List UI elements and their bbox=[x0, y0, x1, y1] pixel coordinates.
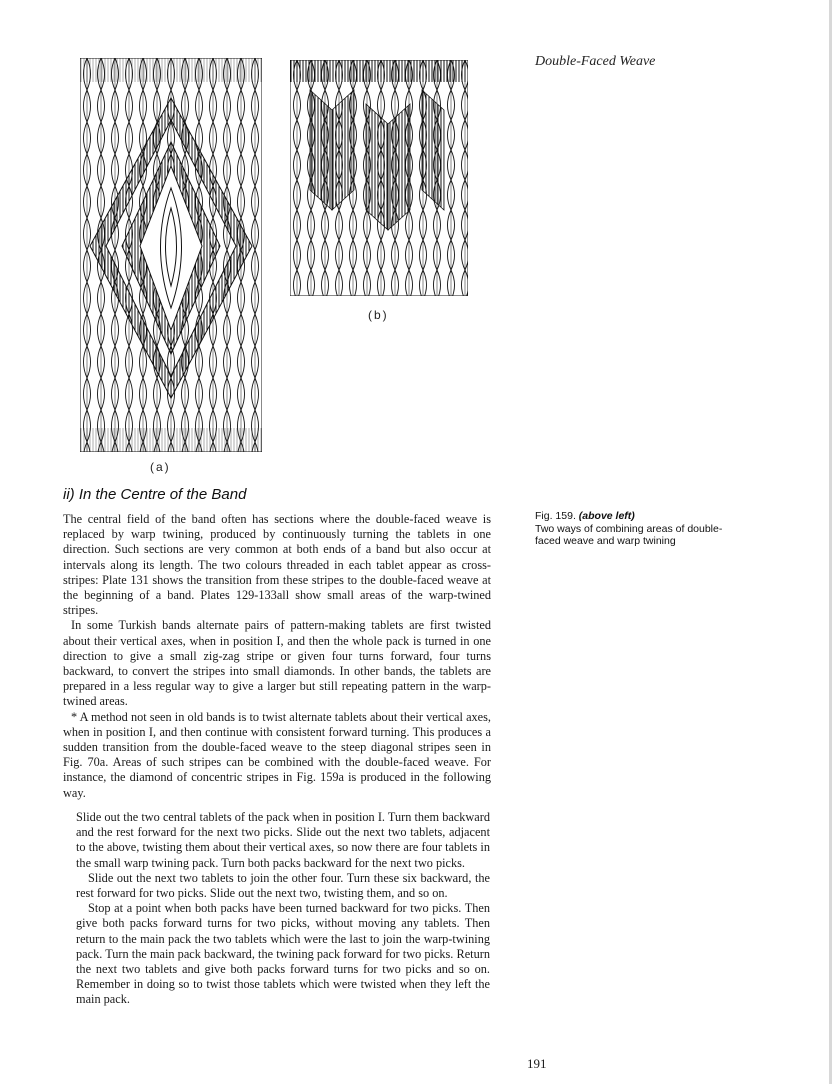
paragraph: * A method not seen in old bands is to twist alternate tablets about their vertical axes, when in position I, and then continue with consistent forward turning. This produces a sudden transition from the double-faced weave to the steep diagonal stripes seen in Fig. 70a. Areas of such stripes can be combined with the double-faced weave. For instance, the diamond of concentric stripes in Fig. 159a is produced in the following way. bbox=[63, 709, 491, 800]
figure-a-illustration bbox=[80, 58, 262, 452]
instruction-paragraph: Slide out the next two tablets to join the other four. Turn these six backward, the rest forward for two picks. Slide out the next two, twisting them, and so on. bbox=[76, 870, 490, 901]
figure-a-label: (a) bbox=[150, 460, 171, 474]
paragraph: The central field of the band often has sections where the double-faced weave is replaced by warp twining, produced by continuously turning the tablets in one direction. Such sections are very common at both ends of a band but also occur at intervals along its length. The two colours threaded in each tablet appear as cross-stripes: Plate 131 shows the transition from these stripes to the double-faced weave at the beginning of a band. Plates 129-133all show small areas of the warp-twined stripes. bbox=[63, 512, 491, 618]
paragraph: In some Turkish bands alternate pairs of pattern-making tablets are first twisted about their vertical axes, when in position I, and then the whole pack is turned in one direction to give a small zig-zag stripe or given four turns forward, four turns backward, to convert the stripes into small diamonds. In other bands, the tablets are prepared in a less regular way to give a larger but still repeating pattern in the warp-twined areas. bbox=[63, 618, 491, 709]
figure-b-illustration bbox=[290, 60, 468, 296]
caption-reference: (above left) bbox=[578, 510, 635, 522]
caption-number: Fig. 159. bbox=[535, 510, 576, 522]
instruction-paragraph: Stop at a point when both packs have been turned backward for two picks. Then give both packs forward turns for two picks, without moving any tablets. Then return to the main pack the two tablets which were the last to join the warp-twining pack. Turn the main pack backward, the twining pack forward for two picks. Return the next two tablets and give both packs forward turns for two picks and so on. Remember in doing so to twist those tablets which were twisted when they left the main pack. bbox=[76, 901, 490, 1007]
page-number: 191 bbox=[527, 1056, 547, 1071]
figure-caption bbox=[535, 510, 725, 548]
section-heading: ii) In the Centre of the Band bbox=[63, 486, 247, 503]
body-text bbox=[63, 512, 491, 801]
figure-b-label: (b) bbox=[368, 308, 389, 322]
running-head: Double-Faced Weave bbox=[535, 54, 656, 69]
instruction-paragraph: Slide out the two central tablets of the pack when in position I. Turn them backward and the rest forward for the next two picks. Slide out the next two tablets, adjacent to the above, twisting them about their vertical axes, so now there are four tablets in the small warp twining pack. Turn both packs backward for the next two picks. bbox=[76, 810, 490, 870]
weaving-instructions bbox=[76, 810, 490, 1008]
caption-text: Two ways of combining areas of double-faced weave and warp twining bbox=[535, 522, 723, 547]
